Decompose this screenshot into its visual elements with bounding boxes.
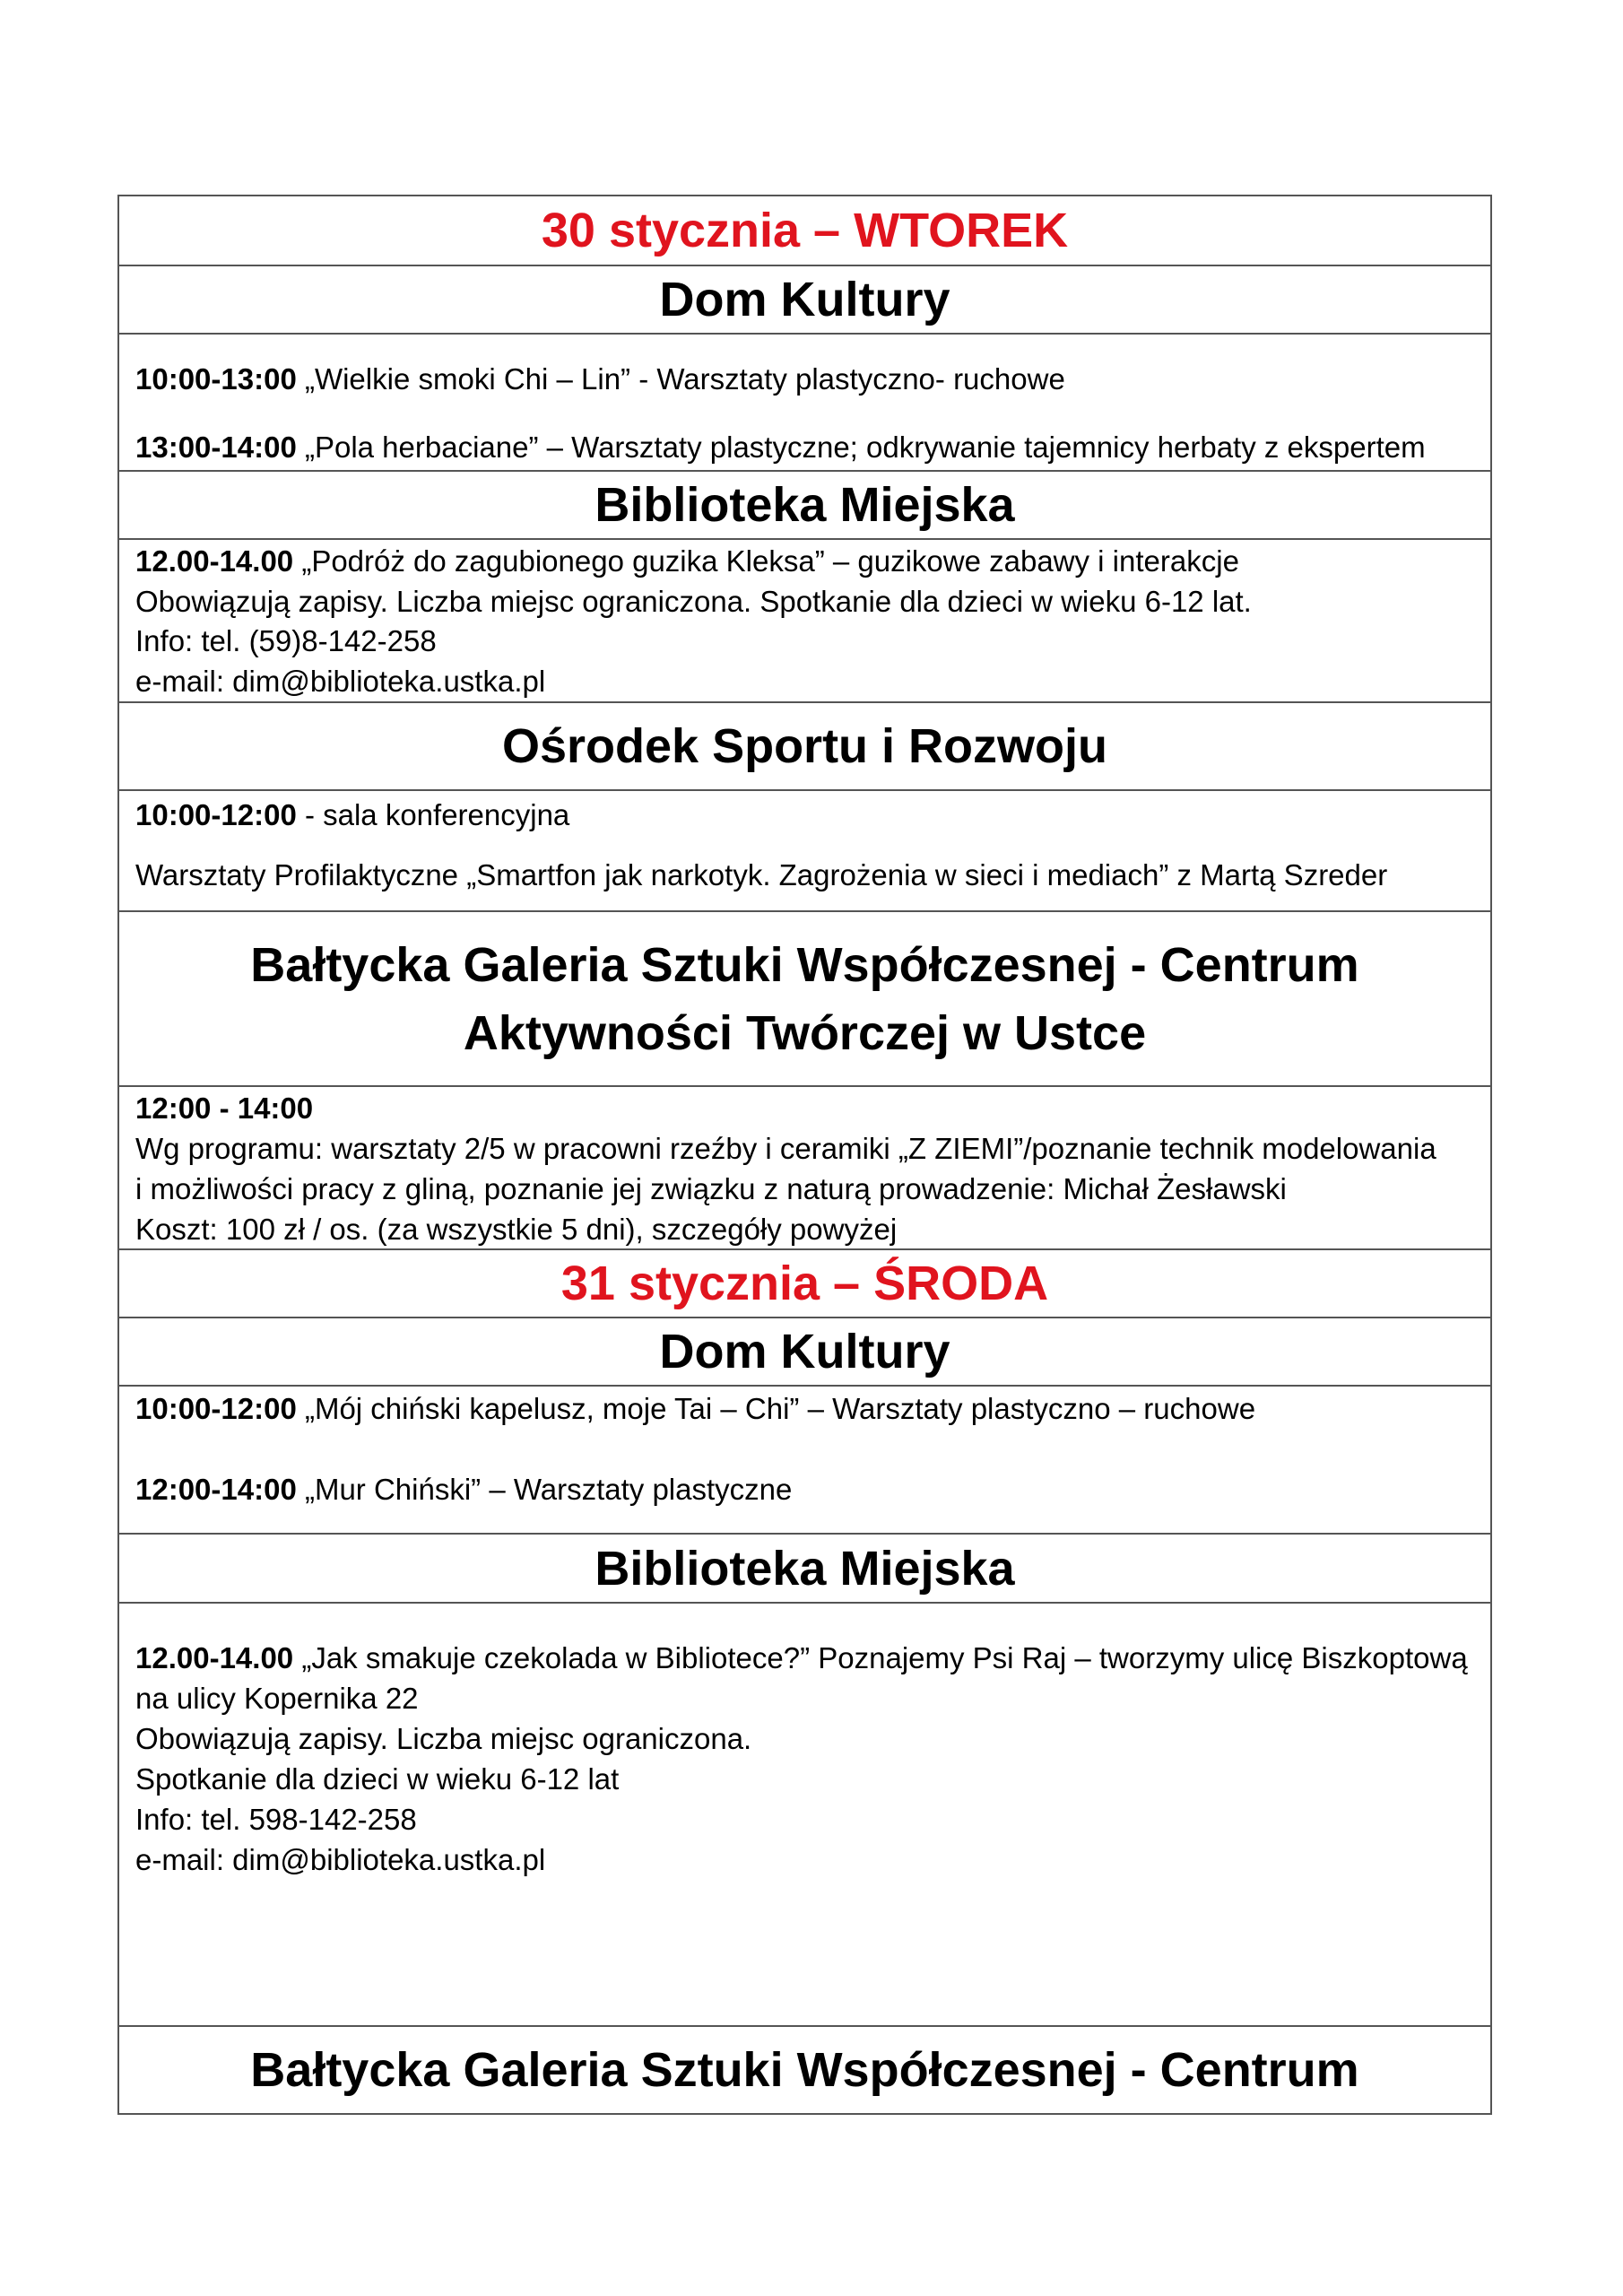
venue-heading-text: Biblioteka Miejska — [595, 478, 1015, 532]
event-line: i możliwości pracy z gliną, poznanie jej związku z naturą prowadzenie: Michał Żesławski — [135, 1172, 1287, 1205]
venue-heading-text: Bałtycka Galeria Sztuki Współczesnej - Centrum — [250, 2043, 1359, 2097]
event-line: Obowiązują zapisy. Liczba miejsc ograniczona. Spotkanie dla dzieci w wieku 6-12 lat. — [135, 584, 1252, 618]
event-time: 12.00-14.00 — [135, 1641, 294, 1674]
venue-heading-biblioteka — [119, 1533, 1490, 1602]
event-time: 10:00-13:00 — [135, 362, 297, 396]
venue-heading-text: Dom Kultury — [659, 1325, 950, 1378]
event-email: e-mail: dim@biblioteka.ustka.pl — [135, 1843, 546, 1876]
venue-heading-text: Bałtycka Galeria Sztuki Współczesnej - Centrum — [250, 937, 1359, 992]
event-time: 13:00-14:00 — [135, 430, 297, 464]
event-line — [135, 1388, 1474, 1429]
event-line — [135, 795, 1474, 835]
event-line: Wg programu: warsztaty 2/5 w pracowni rzeźby i ceramiki „Z ZIEMI”/poznanie technik modelowania — [135, 1132, 1436, 1165]
event-line: na ulicy Kopernika 22 — [135, 1682, 419, 1715]
event-text: „Jak smakuje czekolada w Bibliotece?” Poznajemy Psi Raj – tworzymy ulicę Biszkoptową — [293, 1641, 1468, 1674]
day-title — [119, 196, 1490, 265]
day-title — [119, 1248, 1490, 1317]
day-title-text: 31 stycznia – ŚRODA — [560, 1257, 1049, 1310]
event-line — [135, 1638, 1474, 1678]
event-email: e-mail: dim@biblioteka.ustka.pl — [135, 664, 546, 698]
venue-heading-galeria — [119, 910, 1490, 1085]
event-phone: Info: tel. 598-142-258 — [135, 1803, 417, 1836]
event-time: 12:00-14:00 — [135, 1473, 297, 1506]
event-line: Koszt: 100 zł / os. (za wszystkie 5 dni), szczegóły powyżej — [135, 1213, 898, 1246]
venue-heading-biblioteka — [119, 470, 1490, 538]
day-title-text: 30 stycznia – WTOREK — [541, 204, 1069, 257]
event-text: „Wielkie smoki Chi – Lin” - Warsztaty plastyczno- ruchowe — [296, 362, 1065, 396]
event-text: - sala konferencyjna — [296, 798, 570, 831]
event-line — [135, 1088, 1474, 1128]
schedule-table — [117, 195, 1492, 2115]
event-line — [135, 1469, 1474, 1509]
venue-heading-text: Aktywności Twórczej w Ustce — [463, 1005, 1147, 1060]
event-time: 10:00-12:00 — [135, 798, 297, 831]
venue-heading-osrodek — [119, 701, 1490, 789]
event-cell-biblioteka — [119, 538, 1490, 701]
event-line: Spotkanie dla dzieci w wieku 6-12 lat — [135, 1762, 620, 1796]
venue-heading-dom-kultury — [119, 265, 1490, 333]
event-cell-dom-kultury — [119, 1385, 1490, 1533]
event-text: „Mój chiński kapelusz, moje Tai – Chi” – Warsztaty plastyczno – ruchowe — [296, 1392, 1256, 1425]
event-line — [135, 427, 1474, 467]
event-time: 10:00-12:00 — [135, 1392, 297, 1425]
event-line: Obowiązują zapisy. Liczba miejsc ograniczona. — [135, 1722, 752, 1755]
event-line — [135, 359, 1474, 399]
event-cell-galeria — [119, 1085, 1490, 1248]
event-text: „Pola herbaciane” – Warsztaty plastyczne; odkrywanie tajemnicy herbaty z ekspertem — [296, 430, 1426, 464]
venue-heading-text: Ośrodek Sportu i Rozwoju — [501, 719, 1108, 773]
event-phone: Info: tel. (59)8-142-258 — [135, 624, 437, 657]
venue-heading-text: Biblioteka Miejska — [595, 1541, 1015, 1596]
event-cell-dom-kultury — [119, 333, 1490, 470]
event-line: Warsztaty Profilaktyczne „Smartfon jak narkotyk. Zagrożenia w sieci i mediach” z Martą Szreder — [135, 858, 1388, 891]
venue-heading-text: Dom Kultury — [659, 273, 950, 326]
event-text: „Podróż do zagubionego guzika Kleksa” – guzikowe zabawy i interakcje — [293, 544, 1239, 578]
venue-heading-galeria — [119, 2025, 1490, 2113]
event-cell-biblioteka — [119, 1602, 1490, 2025]
event-cell-osrodek — [119, 789, 1490, 910]
event-text: „Mur Chiński” – Warsztaty plastyczne — [296, 1473, 793, 1506]
event-line — [135, 542, 1474, 582]
event-time: 12:00 - 14:00 — [135, 1091, 314, 1125]
event-time: 12.00-14.00 — [135, 544, 294, 578]
venue-heading-dom-kultury — [119, 1317, 1490, 1385]
